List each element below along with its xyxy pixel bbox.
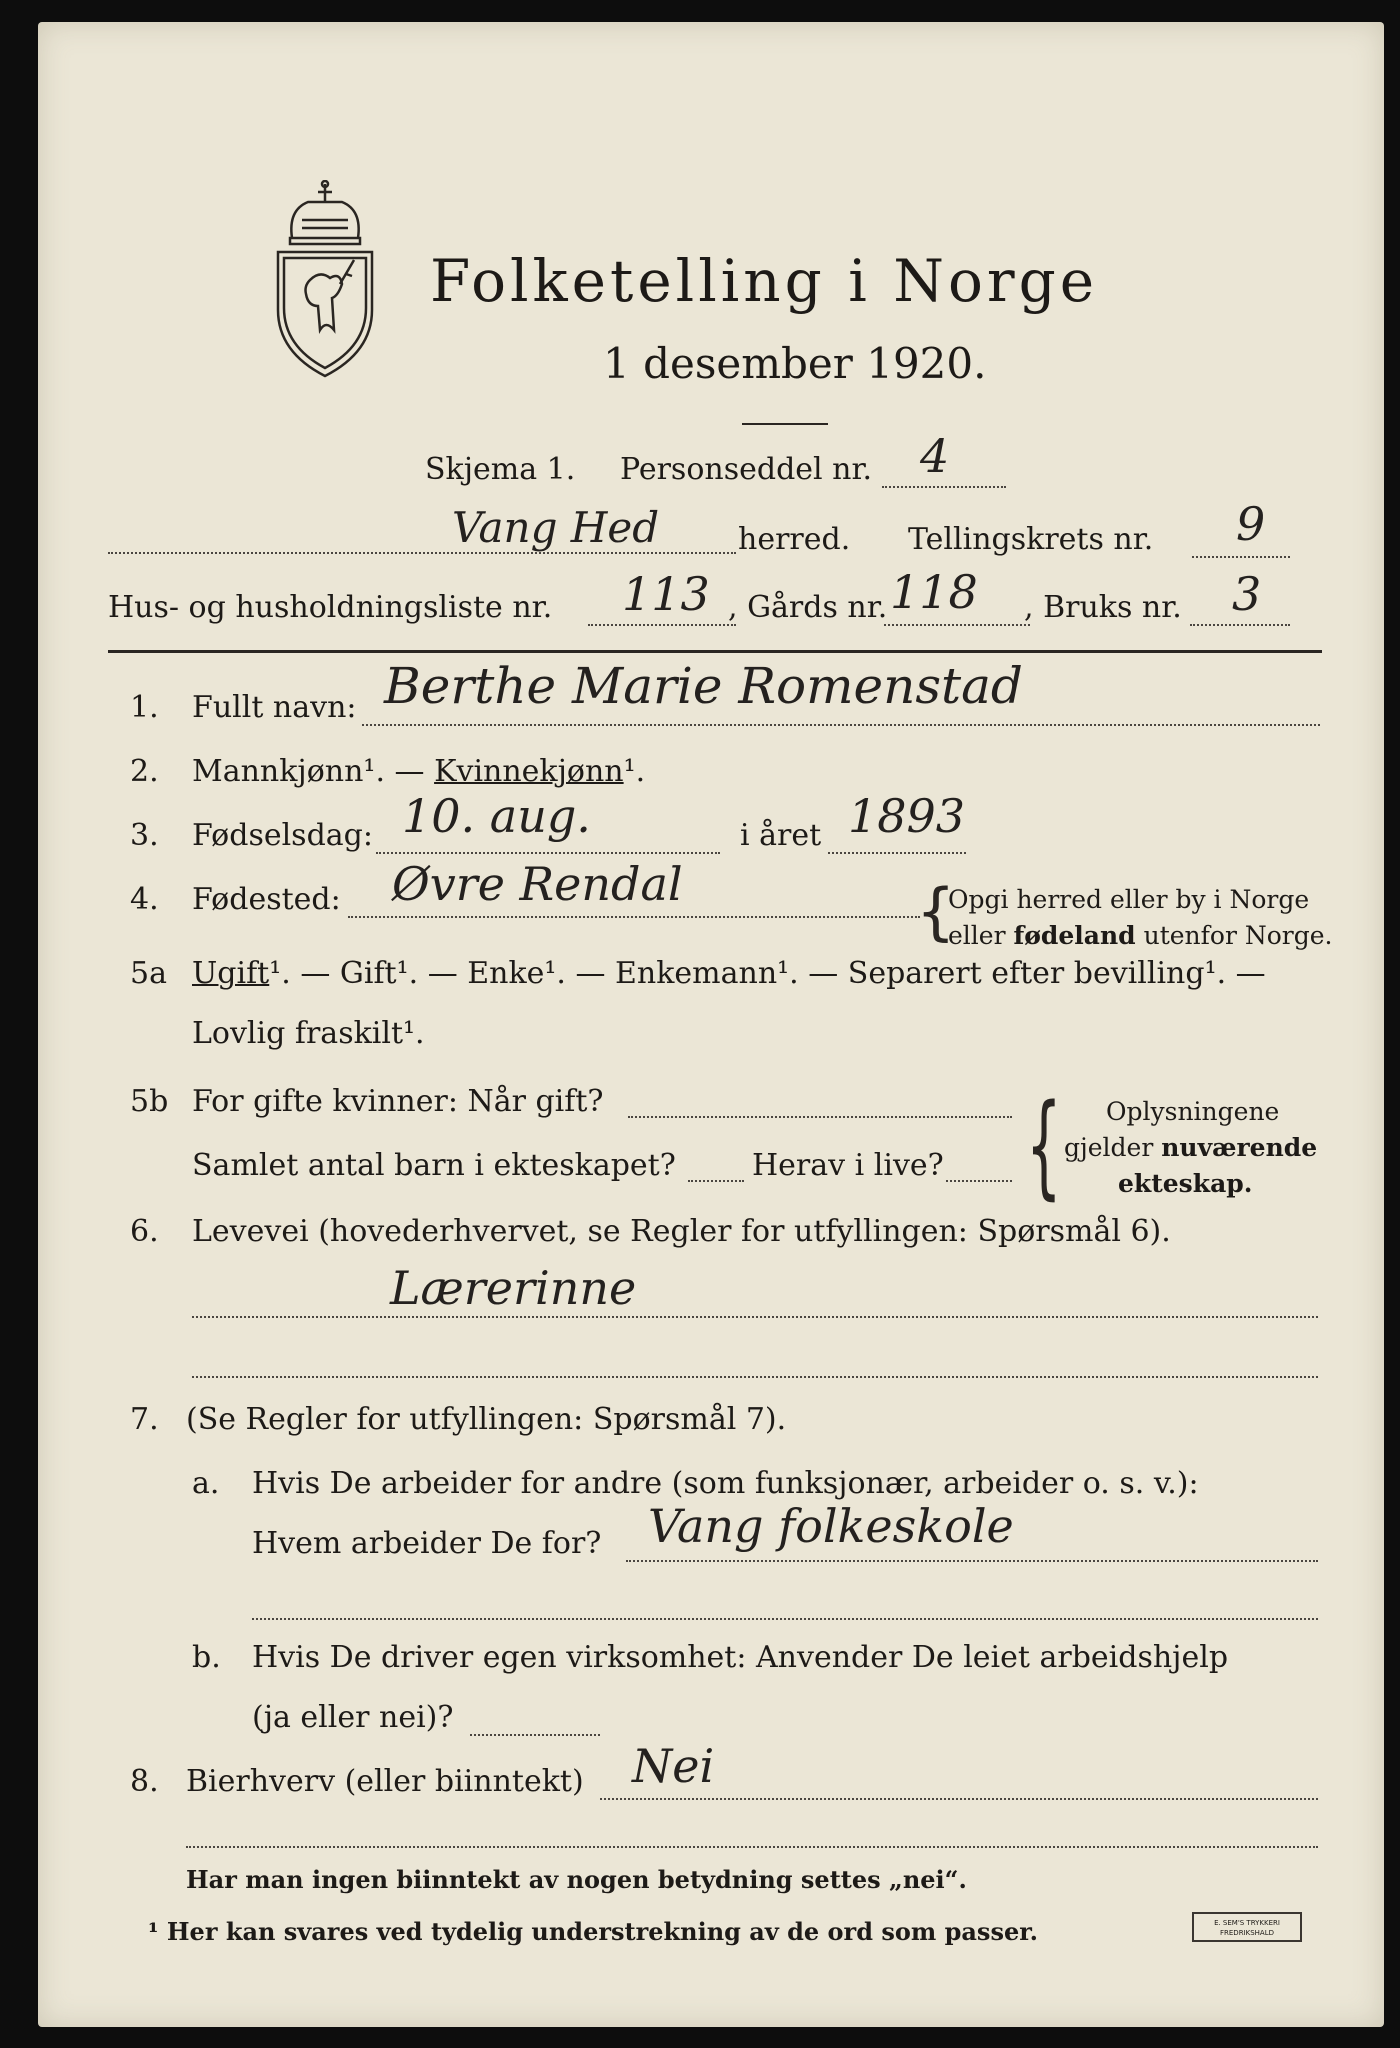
personseddel-line (882, 486, 1006, 488)
form-title: Folketelling i Norge (430, 247, 1099, 315)
q7b-line2: (ja eller nei)? (252, 1700, 454, 1735)
q5b-note-line1: Oplysningene (1106, 1097, 1280, 1126)
q7b-line1: Hvis De driver egen virksomhet: Anvender De leiet arbeidshjelp (252, 1640, 1229, 1675)
q5b-alive-label: Herav i live? (752, 1148, 944, 1183)
gender-male: Mannkjønn¹. — (192, 754, 435, 789)
q7a-line-extra (252, 1618, 1318, 1620)
q8-line (600, 1798, 1318, 1800)
q5b-note-line3: ekteskap. (1118, 1169, 1253, 1198)
side-income-value: Nei (632, 1739, 715, 1793)
birth-year-value: 1893 (848, 789, 966, 843)
marital-ugift-underlined: Ugift (192, 956, 270, 991)
q1-line (362, 724, 1320, 726)
q5a-options (192, 956, 1266, 992)
birthplace-value: Øvre Rendal (392, 857, 683, 911)
q5a-line2: Lovlig fraskilt¹. (192, 1016, 425, 1051)
norway-coat-of-arms (268, 180, 382, 380)
q8-label: Bierhverv (eller biinntekt) (186, 1764, 584, 1799)
printer-stamp (1192, 1912, 1302, 1942)
q2-gender-options (192, 754, 645, 790)
q5b-number: 5b (130, 1084, 169, 1119)
q5b-children-line (688, 1180, 744, 1182)
nuvaerende-bold: nuværende (1161, 1133, 1318, 1162)
hus-value: 113 (622, 567, 710, 621)
q1-label: Fullt navn: (192, 690, 357, 725)
gards-line (884, 624, 1030, 626)
q3-year-line (828, 852, 966, 854)
q7b-answer-line (470, 1734, 600, 1736)
footnote: ¹ Her kan svares ved tydelig understrekning av de ord som passer. (148, 1917, 1039, 1946)
printer-stamp-text: E. SEM'S TRYKKERI FREDRIKSHALD (1214, 1919, 1280, 1937)
q1-number: 1. (130, 690, 159, 725)
q5b-note-line2: gjelder nuværende (1064, 1133, 1318, 1162)
q5b-brace: { (1026, 1081, 1062, 1211)
census-date: 1 desember 1920. (603, 339, 987, 388)
q5b-children-label: Samlet antal barn i ekteskapet? (192, 1148, 676, 1183)
employer-value: Vang folkeskole (648, 1499, 1014, 1553)
q7a-line1: Hvis De arbeider for andre (som funksjonær, arbeider o. s. v.): (252, 1466, 1199, 1501)
q3-year-label: i året (740, 818, 822, 853)
q6-number: 6. (130, 1214, 159, 1249)
q4-note-line2: eller fødeland utenfor Norge. (948, 921, 1333, 950)
q7-label: (Se Regler for utfyllingen: Spørsmål 7). (186, 1402, 787, 1437)
fodeland-bold: fødeland (1013, 921, 1136, 950)
q5a-number: 5a (130, 956, 167, 991)
full-name-value: Berthe Marie Romenstad (384, 657, 1023, 715)
herred-label: herred. (738, 522, 851, 557)
gards-value: 118 (890, 565, 978, 619)
skjema-label: Skjema 1. (425, 452, 576, 487)
q3-date-line (376, 852, 720, 854)
hus-label: Hus- og husholdningsliste nr. (108, 590, 553, 625)
q7a-employer-line (626, 1560, 1318, 1562)
q7b-letter: b. (192, 1640, 221, 1675)
gender-female-underlined: Kvinnekjønn (434, 754, 624, 789)
q7-number: 7. (130, 1402, 159, 1437)
q3-label: Fødselsdag: (192, 818, 373, 853)
personseddel-label: Personseddel nr. (620, 452, 873, 487)
tellingskrets-label: Tellingskrets nr. (908, 522, 1154, 557)
header-divider (108, 650, 1322, 653)
footer-note: Har man ingen biinntekt av nogen betydning settes „nei“. (186, 1865, 967, 1894)
bruks-line (1190, 624, 1290, 626)
tellingskrets-value: 9 (1236, 497, 1266, 551)
q5b-alive-line (946, 1180, 1012, 1182)
bruks-label: , Bruks nr. (1024, 590, 1182, 625)
q4-line (348, 916, 920, 918)
q8-line2 (186, 1846, 1318, 1848)
hus-line (588, 624, 736, 626)
q4-label: Fødested: (192, 882, 341, 917)
title-divider (742, 423, 828, 425)
birth-date-value: 10. aug. (402, 789, 591, 843)
q3-number: 3. (130, 818, 159, 853)
marital-other-options: ¹. — Gift¹. — Enke¹. — Enkemann¹. — Separert efter bevilling¹. — (269, 956, 1266, 991)
q7a-letter: a. (192, 1466, 220, 1501)
q5b-married-line (628, 1116, 1012, 1118)
q4-note-line1: Opgi herred eller by i Norge (948, 885, 1310, 914)
q6-label: Levevei (hovederhvervet, se Regler for utfyllingen: Spørsmål 6). (192, 1214, 1171, 1249)
q2-number: 2. (130, 754, 159, 789)
gards-label: , Gårds nr. (728, 590, 888, 625)
q7a-line2: Hvem arbeider De for? (252, 1526, 602, 1561)
tellingskrets-line (1192, 556, 1290, 558)
q4-brace: { (916, 875, 956, 948)
q8-number: 8. (130, 1764, 159, 1799)
q6-line2 (192, 1376, 1318, 1378)
q6-line1 (192, 1316, 1318, 1318)
bruks-value: 3 (1232, 567, 1262, 621)
q4-number: 4. (130, 882, 159, 917)
personseddel-value: 4 (920, 429, 950, 483)
occupation-value: Lærerinne (390, 1261, 637, 1315)
gender-footnote: ¹. (623, 754, 646, 789)
herred-value: Vang Hed (452, 503, 660, 552)
q5b-line1: For gifte kvinner: Når gift? (192, 1084, 604, 1119)
